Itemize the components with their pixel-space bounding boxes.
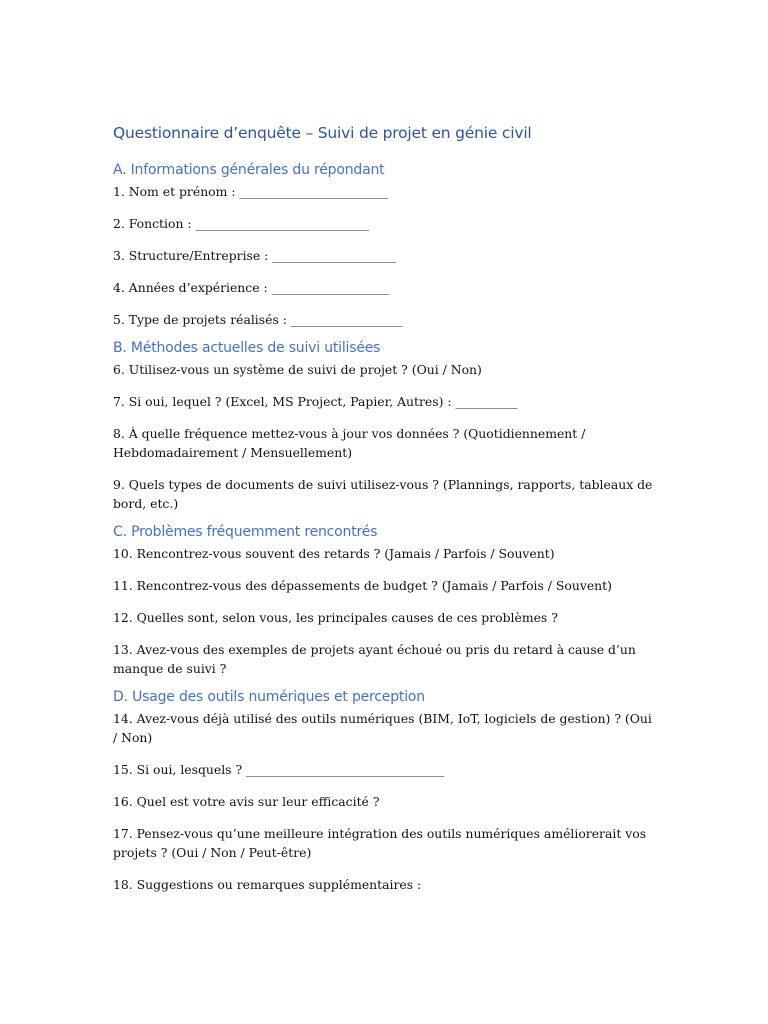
question-10: 10. Rencontrez-vous souvent des retards ? (Jamais / Parfois / Souvent) <box>113 546 555 561</box>
question-1: 1. Nom et prénom : ________________________ <box>113 184 389 199</box>
section-heading: D. Usage des outils numériques et perception <box>113 689 425 705</box>
question-17: 17. Pensez-vous qu’une meilleure intégration des outils numériques améliorerait vos projets ? (Oui / Non / Peut-être) <box>113 826 647 860</box>
section-heading: B. Méthodes actuelles de suivi utilisées <box>113 340 381 356</box>
question-16: 16. Quel est votre avis sur leur efficacité ? <box>113 794 380 809</box>
question-5: 5. Type de projets réalisés : __________________ <box>113 312 403 327</box>
question-7: 7. Si oui, lequel ? (Excel, MS Project, Papier, Autres) : __________ <box>113 394 518 409</box>
question-3: 3. Structure/Entreprise : ____________________ <box>113 248 397 263</box>
section-tracking-methods <box>113 340 658 513</box>
section-general-info <box>113 162 658 329</box>
question-18: 18. Suggestions ou remarques supplémentaires : <box>113 877 422 892</box>
question-6: 6. Utilisez-vous un système de suivi de projet ? (Oui / Non) <box>113 362 482 377</box>
question-13: 13. Avez-vous des exemples de projets ayant échoué ou pris du retard à cause d’un manque de suivi ? <box>113 642 636 676</box>
document-body <box>113 124 658 905</box>
question-11: 11. Rencontrez-vous des dépassements de budget ? (Jamais / Parfois / Souvent) <box>113 578 612 593</box>
question-8: 8. À quelle fréquence mettez-vous à jour vos données ? (Quotidiennement / Hebdomadairement / Mensuellement) <box>113 426 586 460</box>
section-heading: A. Informations générales du répondant <box>113 162 385 178</box>
section-heading: C. Problèmes fréquemment rencontrés <box>113 524 378 540</box>
section-problems <box>113 524 658 678</box>
section-digital-tools <box>113 689 658 894</box>
question-9: 9. Quels types de documents de suivi utilisez-vous ? (Plannings, rapports, tableaux de bord, etc.) <box>113 477 653 511</box>
question-12: 12. Quelles sont, selon vous, les principales causes de ces problèmes ? <box>113 610 558 625</box>
question-4: 4. Années d’expérience : ___________________ <box>113 280 390 295</box>
document-title: Questionnaire d’enquête – Suivi de projet en génie civil <box>113 124 532 142</box>
question-14: 14. Avez-vous déjà utilisé des outils numériques (BIM, IoT, logiciels de gestion) ? (Oui / Non) <box>113 711 652 745</box>
question-15: 15. Si oui, lesquels ? ________________________________ <box>113 762 445 777</box>
question-2: 2. Fonction : ____________________________ <box>113 216 369 231</box>
